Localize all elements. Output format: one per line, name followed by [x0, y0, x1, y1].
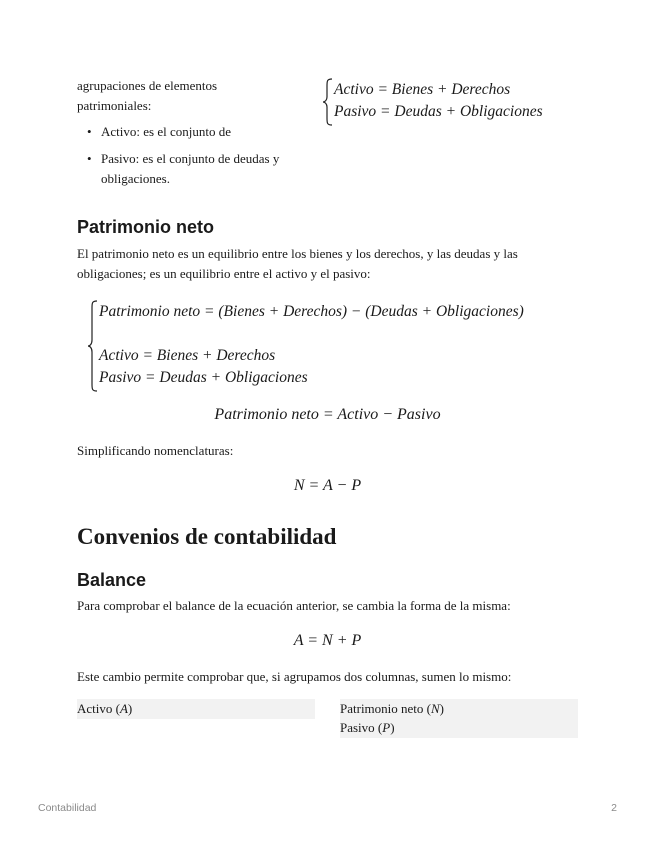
balance-paragraph-2: Este cambio permite comprobar que, si agrupamos dos columnas, sumen lo mismo:	[77, 669, 512, 684]
right-column-row-pasivo	[340, 718, 395, 738]
top-eq-pasivo: Pasivo = Deudas + Obligaciones	[334, 103, 543, 120]
patrimonio-eq-line-3: Pasivo = Deudas + Obligaciones	[99, 369, 308, 386]
top-brace-icon	[322, 78, 334, 126]
intro-line-1: agrupaciones de elementos	[77, 78, 218, 93]
patrimonio-eq-line-2: Activo = Bienes + Derechos	[99, 347, 276, 364]
bullet-pasivo-line-1: Pasivo: es el conjunto de deudas y	[101, 151, 280, 167]
bullet-activo	[77, 122, 307, 142]
top-eq-activo: Activo = Bienes + Derechos	[334, 81, 511, 98]
balance-paragraph: Para comprobar el balance de la ecuación anterior, se cambia la forma de la misma:	[77, 598, 511, 613]
simplify-text: Simplificando nomenclaturas:	[77, 443, 234, 458]
patrimonio-eq-line-1: Patrimonio neto = (Bienes + Derechos) − (Deudas + Obligaciones)	[99, 303, 524, 320]
intro-line-2: patrimoniales:	[77, 98, 152, 114]
patrimonio-brace-icon	[87, 300, 99, 392]
patrimonio-neto-symbol: N	[431, 701, 440, 716]
top-equation-system	[322, 76, 582, 126]
patrimonio-neto-label: Patrimonio neto (	[340, 701, 431, 716]
balance-equation: A = N + P	[293, 632, 362, 649]
intro-text	[77, 76, 307, 116]
patrimonio-para-line-2: obligaciones; es un equilibrio entre el activo y el pasivo:	[77, 266, 371, 282]
pasivo-close: )	[390, 720, 395, 735]
activo-symbol: A	[119, 701, 128, 716]
convenios-heading: Convenios de contabilidad	[77, 524, 337, 549]
footer-title: Contabilidad	[38, 802, 97, 814]
bullet-pasivo	[77, 149, 307, 189]
footer-page-number: 2	[611, 802, 617, 814]
short-equation: N = A − P	[293, 477, 362, 494]
activo-label: Activo (	[77, 701, 120, 716]
patrimonio-neto-close: )	[439, 701, 445, 716]
bullet-pasivo-line-2: obligaciones.	[101, 171, 170, 187]
patrimonio-equation: Patrimonio neto = Activo − Pasivo	[214, 406, 441, 423]
balance-heading: Balance	[77, 570, 147, 590]
bullet-activo-text: Activo: es el conjunto de	[101, 124, 231, 139]
right-column-row-patrimonio	[340, 699, 444, 719]
patrimonio-para-line-1: El patrimonio neto es un equilibrio entre los bienes y los derechos, y las deudas y las	[77, 246, 518, 261]
bullet-list	[77, 122, 307, 189]
pasivo-label: Pasivo (	[340, 720, 383, 735]
patrimonio-paragraph	[77, 244, 597, 284]
pasivo-symbol: P	[382, 720, 391, 735]
patrimonio-heading: Patrimonio neto	[77, 217, 215, 237]
left-column-row-activo	[77, 699, 132, 719]
patrimonio-equation-system	[87, 298, 607, 392]
activo-close: )	[127, 701, 133, 716]
